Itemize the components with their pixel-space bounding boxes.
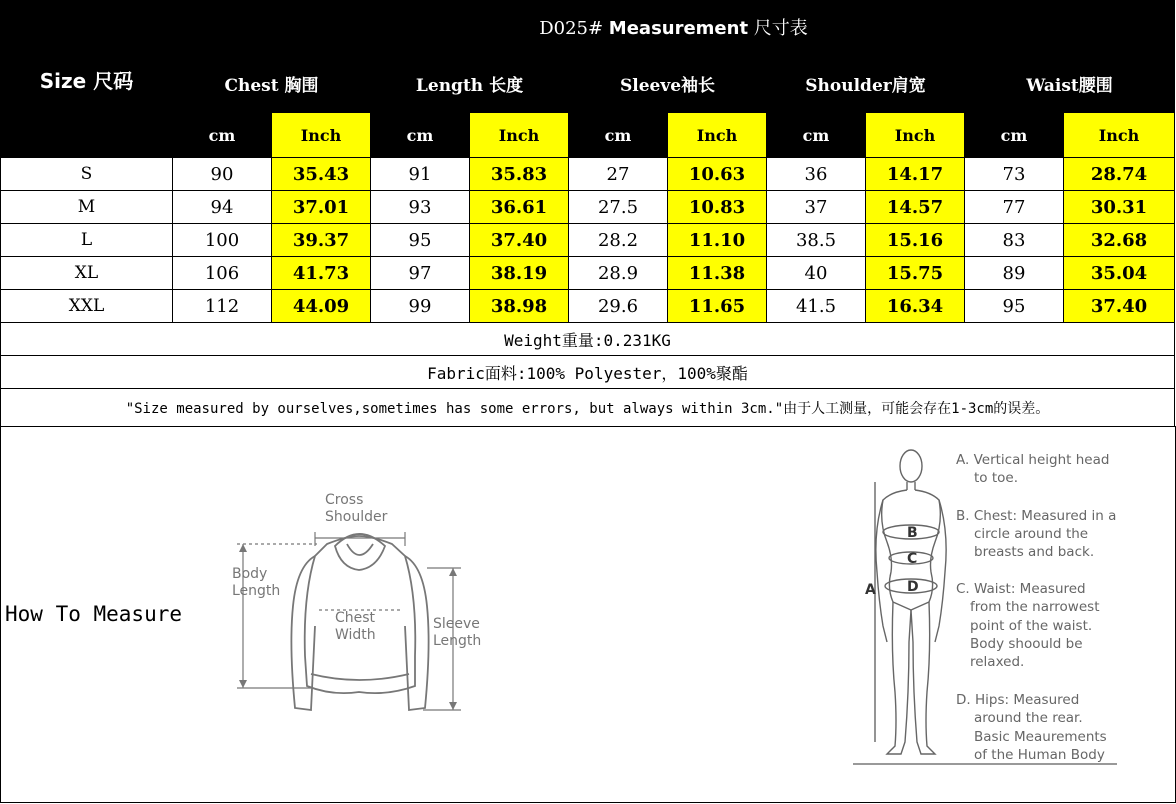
cell-inch: 44.09 bbox=[272, 290, 371, 323]
cell-cm: 95 bbox=[965, 290, 1064, 323]
cell-cm: 89 bbox=[965, 257, 1064, 290]
marker-d: D bbox=[907, 579, 919, 595]
note-a-1: A. Vertical height head bbox=[956, 452, 1110, 468]
note-c-1: C. Waist: Measured bbox=[956, 581, 1086, 597]
sleeve-length-label-1: Sleeve bbox=[433, 616, 480, 632]
cell-inch: 15.75 bbox=[866, 257, 965, 290]
cell-cm: 73 bbox=[965, 158, 1064, 191]
cell-cm: 94 bbox=[173, 191, 272, 224]
body-measure-diagram bbox=[853, 442, 1133, 772]
cell-inch: 30.31 bbox=[1064, 191, 1175, 224]
cell-inch: 37.01 bbox=[272, 191, 371, 224]
cell-cm: 38.5 bbox=[767, 224, 866, 257]
cell-cm: 41.5 bbox=[767, 290, 866, 323]
marker-a: A bbox=[865, 582, 876, 598]
table-row bbox=[1, 290, 1175, 323]
cell-inch: 32.68 bbox=[1064, 224, 1175, 257]
marker-b: B bbox=[907, 525, 918, 541]
unit-cm: cm bbox=[767, 113, 866, 158]
body-length-label-1: Body bbox=[232, 566, 268, 582]
unit-cm: cm bbox=[965, 113, 1064, 158]
cell-cm: 37 bbox=[767, 191, 866, 224]
cell-inch: 16.34 bbox=[866, 290, 965, 323]
cell-inch: 10.83 bbox=[668, 191, 767, 224]
cell-cm: 40 bbox=[767, 257, 866, 290]
chest-width-label-1: Chest bbox=[335, 610, 376, 626]
cell-inch: 14.57 bbox=[866, 191, 965, 224]
cell-inch: 10.63 bbox=[668, 158, 767, 191]
cell-inch: 41.73 bbox=[272, 257, 371, 290]
cell-inch: 11.38 bbox=[668, 257, 767, 290]
shirt-measure-diagram bbox=[227, 486, 497, 726]
note-c-5: relaxed. bbox=[970, 654, 1025, 670]
cell-inch: 39.37 bbox=[272, 224, 371, 257]
note-c-2: from the narrowest bbox=[970, 599, 1100, 615]
how-to-measure-label: How To Measure bbox=[5, 602, 183, 626]
unit-inch: Inch bbox=[668, 113, 767, 158]
size-label: XXL bbox=[1, 290, 173, 323]
cell-cm: 28.9 bbox=[569, 257, 668, 290]
cell-cm: 112 bbox=[173, 290, 272, 323]
cell-cm: 77 bbox=[965, 191, 1064, 224]
note-a-2: to toe. bbox=[974, 470, 1018, 486]
cell-cm: 99 bbox=[371, 290, 470, 323]
chest-width-label-2: Width bbox=[335, 627, 376, 643]
unit-inch: Inch bbox=[1064, 113, 1175, 158]
unit-cm: cm bbox=[371, 113, 470, 158]
marker-c: C bbox=[907, 551, 918, 567]
cell-inch: 35.04 bbox=[1064, 257, 1175, 290]
note-d-1: D. Hips: Measured bbox=[956, 692, 1080, 708]
cross-label-1: Cross bbox=[325, 492, 364, 508]
unit-inch: Inch bbox=[272, 113, 371, 158]
note-d-2: around the rear. bbox=[974, 710, 1083, 726]
cell-cm: 97 bbox=[371, 257, 470, 290]
table-row bbox=[1, 158, 1175, 191]
group-sleeve: Sleeve袖长 bbox=[569, 54, 767, 113]
title-code: D025# bbox=[539, 18, 604, 39]
cell-cm: 36 bbox=[767, 158, 866, 191]
cell-cm: 83 bbox=[965, 224, 1064, 257]
group-waist: Waist腰围 bbox=[965, 54, 1175, 113]
note-b-2: circle around the bbox=[974, 526, 1089, 542]
cell-inch: 11.10 bbox=[668, 224, 767, 257]
cell-cm: 27.5 bbox=[569, 191, 668, 224]
cell-inch: 38.98 bbox=[470, 290, 569, 323]
cell-cm: 95 bbox=[371, 224, 470, 257]
table-row bbox=[1, 257, 1175, 290]
cell-inch: 28.74 bbox=[1064, 158, 1175, 191]
note-b-3: breasts and back. bbox=[974, 544, 1095, 560]
how-to-measure-section bbox=[0, 426, 1176, 803]
size-label: L bbox=[1, 224, 173, 257]
cell-cm: 91 bbox=[371, 158, 470, 191]
cell-cm: 93 bbox=[371, 191, 470, 224]
unit-inch: Inch bbox=[470, 113, 569, 158]
cell-inch: 38.19 bbox=[470, 257, 569, 290]
weight-note: Weight重量:0.231KG bbox=[1, 323, 1175, 356]
body-length-label-2: Length bbox=[232, 583, 281, 599]
cell-inch: 14.17 bbox=[866, 158, 965, 191]
cell-inch: 15.16 bbox=[866, 224, 965, 257]
note-c-3: point of the waist. bbox=[970, 618, 1093, 634]
cell-inch: 37.40 bbox=[1064, 290, 1175, 323]
group-shoulder: Shoulder肩宽 bbox=[767, 54, 965, 113]
cell-inch: 35.83 bbox=[470, 158, 569, 191]
cell-inch: 36.61 bbox=[470, 191, 569, 224]
note-b-1: B. Chest: Measured in a bbox=[956, 508, 1117, 524]
table-row bbox=[1, 191, 1175, 224]
note-d-4: of the Human Body bbox=[974, 747, 1105, 763]
disclaimer-note: "Size measured by ourselves,sometimes has some errors, but always within 3cm."由于人工测量，可能会存在1-3cm的误差。 bbox=[1, 389, 1175, 427]
table-title bbox=[173, 1, 1175, 54]
note-d-3: Basic Meaurements bbox=[974, 729, 1107, 745]
cell-inch: 11.65 bbox=[668, 290, 767, 323]
unit-cm: cm bbox=[173, 113, 272, 158]
cell-inch: 35.43 bbox=[272, 158, 371, 191]
cell-cm: 106 bbox=[173, 257, 272, 290]
sleeve-length-label-2: Length bbox=[433, 633, 482, 649]
group-chest: Chest 胸围 bbox=[173, 54, 371, 113]
size-label: M bbox=[1, 191, 173, 224]
cell-cm: 29.6 bbox=[569, 290, 668, 323]
cell-cm: 27 bbox=[569, 158, 668, 191]
units-row bbox=[1, 113, 1175, 158]
title-cn: 尺寸表 bbox=[753, 18, 808, 39]
cell-cm: 90 bbox=[173, 158, 272, 191]
title-bold: Measurement bbox=[608, 18, 749, 39]
unit-cm: cm bbox=[569, 113, 668, 158]
note-c-4: Body shoould be bbox=[970, 636, 1083, 652]
unit-inch: Inch bbox=[866, 113, 965, 158]
table-row bbox=[1, 224, 1175, 257]
cell-cm: 28.2 bbox=[569, 224, 668, 257]
size-header: Size 尺码 bbox=[1, 1, 173, 158]
cell-inch: 37.40 bbox=[470, 224, 569, 257]
fabric-note: Fabric面料:100% Polyester，100%聚酯 bbox=[1, 356, 1175, 389]
cross-label-2: Shoulder bbox=[325, 509, 388, 525]
size-label: XL bbox=[1, 257, 173, 290]
cell-cm: 100 bbox=[173, 224, 272, 257]
group-length: Length 长度 bbox=[371, 54, 569, 113]
size-label: S bbox=[1, 158, 173, 191]
